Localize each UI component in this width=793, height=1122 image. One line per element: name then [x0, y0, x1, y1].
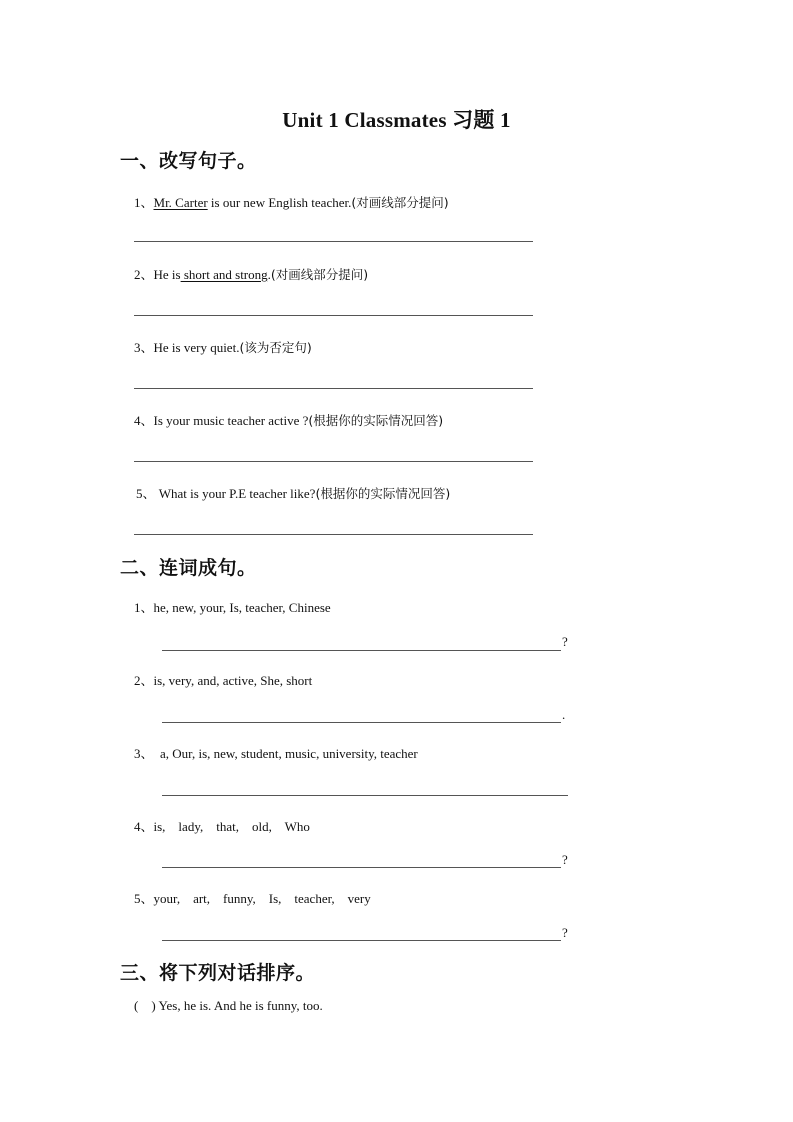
- question-number: 5、: [134, 891, 154, 906]
- question-rewrite-4: [134, 410, 443, 429]
- question-word-order-5: [134, 888, 371, 907]
- question-text: What is your P.E teacher like?: [155, 486, 316, 501]
- question-text: .: [267, 267, 271, 282]
- question-number: 4、: [134, 819, 154, 834]
- question-number: 3、: [134, 340, 154, 355]
- end-punctuation: .: [562, 707, 566, 722]
- question-text: Is your music teacher active ?: [153, 413, 309, 428]
- question-word-order-2: [134, 670, 312, 689]
- word-list: he, new, your, Is, teacher, Chinese: [153, 600, 331, 615]
- question-word-order-3: [134, 743, 418, 762]
- question-text: is our new English teacher.: [207, 195, 352, 210]
- answer-line[interactable]: [134, 388, 533, 389]
- question-number: 5、: [136, 486, 156, 501]
- question-instruction: (根据你的实际情况回答): [308, 413, 444, 428]
- question-number: 1、: [134, 195, 154, 210]
- question-instruction: (对画线部分提问): [351, 195, 449, 210]
- answer-line[interactable]: [162, 650, 561, 651]
- question-rewrite-3: [134, 337, 312, 356]
- question-text: He is very quiet.: [153, 340, 240, 355]
- question-number: 2、: [134, 673, 154, 688]
- answer-line[interactable]: [134, 534, 533, 535]
- answer-line[interactable]: [134, 315, 533, 316]
- question-instruction: (对画线部分提问): [270, 267, 369, 282]
- question-rewrite-5: [136, 483, 450, 502]
- section-heading-rewrite: 一、改写句子。: [120, 150, 257, 172]
- question-word-order-4: [134, 816, 310, 835]
- dialogue-text: Yes, he is. And he is funny, too.: [155, 998, 323, 1013]
- question-instruction: (根据你的实际情况回答): [315, 486, 451, 501]
- answer-line[interactable]: [162, 722, 561, 723]
- question-word-order-1: [134, 597, 331, 616]
- section-heading-word-order: 二、连词成句。: [120, 557, 257, 579]
- question-instruction: (该为否定句): [239, 340, 312, 355]
- question-text: He is: [153, 267, 181, 282]
- end-punctuation: ?: [562, 925, 568, 940]
- underlined-phrase: Mr. Carter: [153, 195, 208, 210]
- answer-line[interactable]: [162, 940, 561, 941]
- end-punctuation: ?: [562, 852, 568, 867]
- question-number: 3、: [134, 746, 154, 761]
- question-number: 4、: [134, 413, 154, 428]
- question-rewrite-2: [134, 264, 368, 283]
- answer-line[interactable]: [162, 867, 561, 868]
- answer-line[interactable]: [134, 461, 533, 462]
- word-list: is, very, and, active, She, short: [153, 673, 313, 688]
- question-rewrite-1: [134, 192, 449, 211]
- underlined-phrase: short and strong: [180, 267, 268, 282]
- dialogue-item: [134, 998, 323, 1014]
- question-number: 2、: [134, 267, 154, 282]
- question-number: 1、: [134, 600, 154, 615]
- word-list: a, Our, is, new, student, music, university, teacher: [153, 746, 418, 761]
- answer-line[interactable]: [134, 241, 533, 242]
- order-bracket[interactable]: ( ): [134, 998, 156, 1013]
- page-title: Unit 1 Classmates 习题 1: [282, 108, 511, 132]
- end-punctuation: ?: [562, 634, 568, 649]
- answer-line[interactable]: [162, 795, 568, 796]
- word-list: is, lady, that, old, Who: [153, 819, 310, 834]
- section-heading-dialogue-order: 三、将下列对话排序。: [120, 962, 316, 984]
- word-list: your, art, funny, Is, teacher, very: [153, 891, 371, 906]
